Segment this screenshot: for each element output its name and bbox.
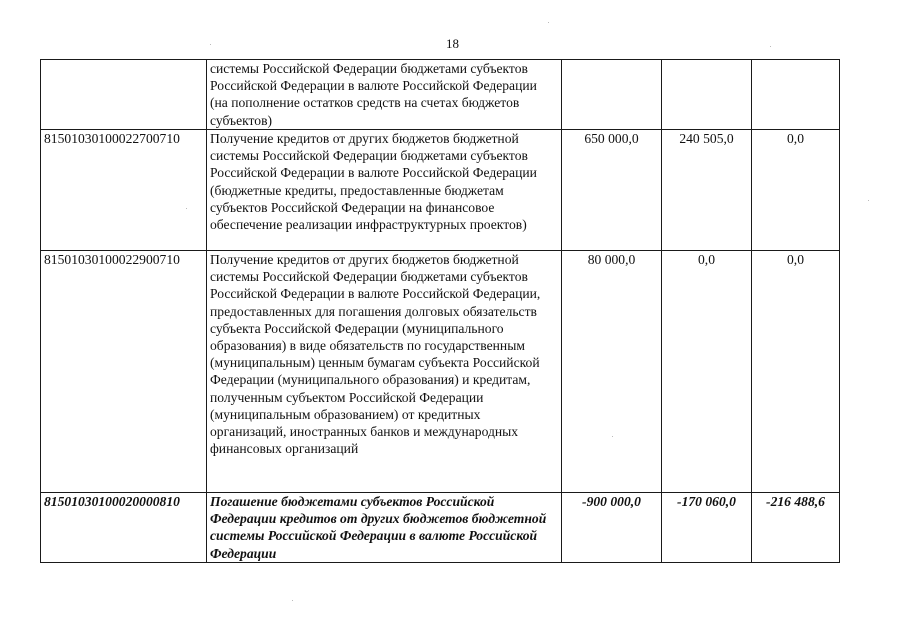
budget-code-cell: 81501030100020000810 [41,493,207,563]
budget-sources-table [40,59,840,563]
description-cell: Погашение бюджетами субъектов Российской Федерации кредитов от других бюджетов бюджетной системы Российской Федерации в валюте Российской Федерации [207,493,562,563]
amount-year1-cell: -900 000,0 [562,493,662,563]
amount-year1-cell: 650 000,0 [562,130,662,251]
amount-year3-cell [752,60,840,130]
page-number: 18 [446,36,459,51]
table-row [41,130,840,251]
description-cell: Получение кредитов от других бюджетов бюджетной системы Российской Федерации бюджетами субъектов Российской Федерации в валюте Российской Федерации, предоставленных для погашения долговых обязательств субъекта Российской Федерации (муниципального образования) в виде обязательств по государственным (муниципальным) ценным бумагам субъекта Российской Федерации (муниципального образования) и кредитам, полученным субъектом Российской Федерации (муниципальным образованием) от кредитных организаций, иностранных банков и международных финансовых организаций [207,251,562,493]
scan-speck [186,208,187,209]
table-row [41,251,840,493]
amount-year2-cell [662,60,752,130]
scan-speck [210,44,211,45]
budget-code-cell: 81501030100022900710 [41,251,207,493]
budget-code-cell: 81501030100022700710 [41,130,207,251]
description-cell: системы Российской Федерации бюджетами субъектов Российской Федерации в валюте Российской Федерации (на пополнение остатков средств на счетах бюджетов субъектов) [207,60,562,130]
amount-year3-cell: 0,0 [752,130,840,251]
amount-year2-cell: 240 505,0 [662,130,752,251]
amount-year3-cell: -216 488,6 [752,493,840,563]
amount-year3-cell: 0,0 [752,251,840,493]
scan-speck [292,600,293,601]
scan-speck [868,200,869,201]
description-cell: Получение кредитов от других бюджетов бюджетной системы Российской Федерации бюджетами субъектов Российской Федерации в валюте Российской Федерации (бюджетные кредиты, предоставленные бюджетам субъектов Российской Федерации на финансовое обеспечение реализации инфраструктурных проектов) [207,130,562,251]
amount-year2-cell: -170 060,0 [662,493,752,563]
scan-speck [770,46,771,47]
table-row [41,60,840,130]
amount-year1-cell: 80 000,0 [562,251,662,493]
table-row-total [41,493,840,563]
amount-year2-cell: 0,0 [662,251,752,493]
scan-speck [612,436,613,437]
budget-code-cell [41,60,207,130]
scan-speck [548,22,549,23]
amount-year1-cell [562,60,662,130]
